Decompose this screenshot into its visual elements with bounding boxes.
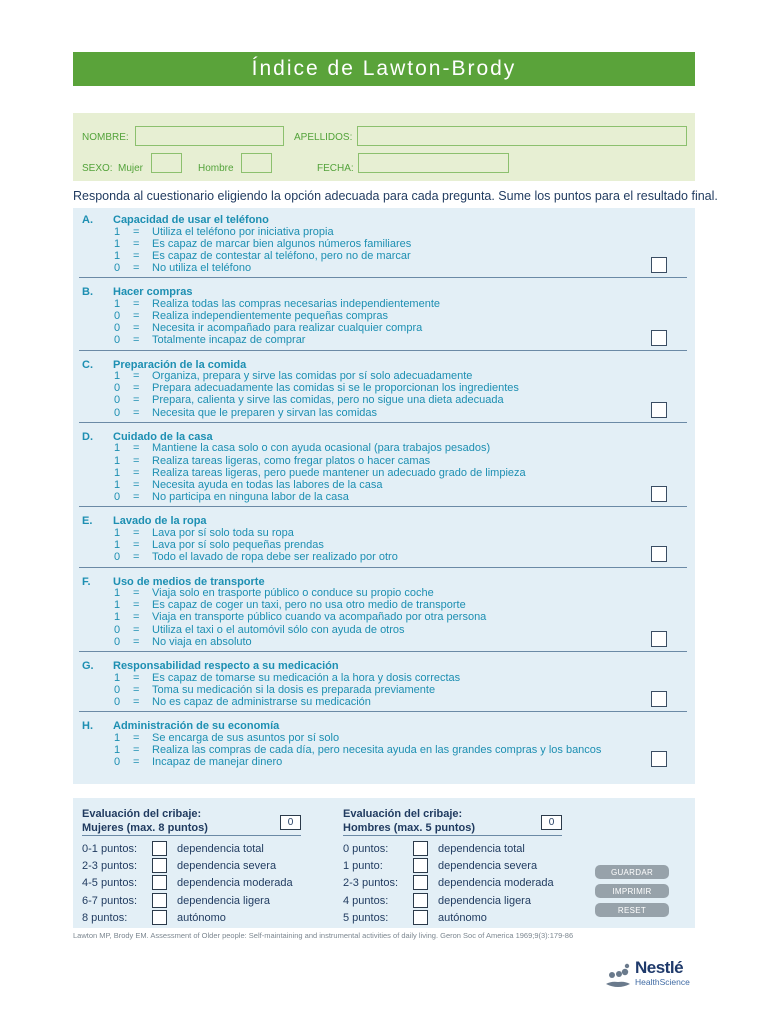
eval-result-checkbox[interactable] <box>152 893 167 908</box>
section-e <box>73 515 687 563</box>
option-equals: = <box>133 587 140 599</box>
section-letter: D. <box>82 430 93 443</box>
option-text: Necesita que le preparen y sirvan las comidas <box>152 406 378 419</box>
reset-button[interactable]: RESET <box>595 903 669 917</box>
eval-result-label: autónomo <box>177 911 226 924</box>
option-points: 1 <box>113 611 121 624</box>
option-points: 1 <box>113 297 121 310</box>
option-points: 1 <box>113 370 121 383</box>
section-h <box>73 720 687 768</box>
option-points: 0 <box>113 683 121 696</box>
option-text: No viaja en absoluto <box>152 635 252 648</box>
option-points: 1 <box>113 466 121 479</box>
eval-range-label: 8 puntos: <box>82 911 128 924</box>
eval-result-checkbox[interactable] <box>152 875 167 890</box>
section-letter: A. <box>82 214 93 226</box>
option-equals: = <box>133 297 140 310</box>
option-text: Viaja solo en trasporte público o conduce su propio coche <box>152 587 434 599</box>
section-d <box>73 431 687 504</box>
option-equals: = <box>133 262 140 275</box>
option-equals: = <box>133 249 140 262</box>
section-title: Capacidad de usar el teléfono <box>113 214 269 226</box>
eval-result-label: dependencia total <box>438 843 525 855</box>
apellidos-field[interactable] <box>357 126 687 146</box>
section-divider <box>79 651 687 652</box>
nombre-field[interactable] <box>135 126 284 146</box>
option-equals: = <box>133 635 140 648</box>
option-text: Necesita ir acompañado para realizar cualquier compra <box>152 322 423 335</box>
eval-result-label: dependencia severa <box>177 860 277 873</box>
eval-result-checkbox[interactable] <box>413 841 428 856</box>
option-text: Lava por sí solo toda su ropa <box>152 526 294 539</box>
option-text: Es capaz de marcar bien algunos números familiares <box>152 237 412 250</box>
section-letter: C. <box>82 358 93 371</box>
option-points: 1 <box>113 442 121 455</box>
section-letter: H. <box>82 720 93 733</box>
option-points: 1 <box>113 599 121 612</box>
option-equals: = <box>133 743 140 756</box>
option-text: Lava por sí solo pequeñas prendas <box>152 539 324 552</box>
option-points: 0 <box>113 394 121 407</box>
form-title: Índice de Lawton-Brody <box>73 52 695 86</box>
option-points: 1 <box>113 587 121 599</box>
option-text: Se encarga de sus asuntos por sí solo <box>152 731 340 744</box>
option-points: 1 <box>113 731 121 744</box>
section-answer-box[interactable] <box>651 486 667 502</box>
section-divider <box>79 506 687 507</box>
nestle-logo <box>603 958 703 990</box>
option-equals: = <box>133 599 140 612</box>
eval-result-checkbox[interactable] <box>152 858 167 873</box>
eval-result-label: dependencia ligera <box>438 894 531 907</box>
section-letter: E. <box>82 515 93 528</box>
hombre-label: Hombre <box>198 163 234 174</box>
option-text: Mantiene la casa solo o con ayuda ocasional (para trabajos pesados) <box>152 442 491 455</box>
eval-result-checkbox[interactable] <box>413 910 428 925</box>
section-divider <box>79 711 687 712</box>
nest-bird-icon <box>603 962 633 988</box>
option-equals: = <box>133 466 140 479</box>
patient-info-panel <box>73 113 695 181</box>
eval-result-checkbox[interactable] <box>152 910 167 925</box>
women-score-box: 0 <box>280 815 301 830</box>
men-eval-subtitle: Hombres (max. 5 puntos) <box>343 822 476 834</box>
section-divider <box>79 567 687 568</box>
evaluation-panel <box>73 798 695 928</box>
men-divider <box>343 835 562 836</box>
option-points: 1 <box>113 526 121 539</box>
option-text: Toma su medicación si la dosis es preparada previamente <box>152 683 436 696</box>
eval-range-label: 2-3 puntos: <box>82 860 138 873</box>
option-points: 1 <box>113 478 121 491</box>
section-title: Lavado de la ropa <box>113 515 207 528</box>
option-text: Realiza las compras de cada día, pero necesita ayuda en las grandes compras y los bancos <box>152 743 602 756</box>
apellidos-label: APELLIDOS: <box>294 132 353 143</box>
questionnaire-panel <box>73 208 695 784</box>
eval-range-label: 6-7 puntos: <box>82 894 138 907</box>
option-points: 0 <box>113 322 121 335</box>
eval-range-label: 0-1 puntos: <box>82 843 138 855</box>
option-equals: = <box>133 491 140 504</box>
section-answer-box[interactable] <box>651 402 667 418</box>
mujer-checkbox[interactable] <box>151 153 182 173</box>
option-points: 1 <box>113 249 121 262</box>
eval-range-label: 5 puntos: <box>343 911 389 924</box>
imprimir-button[interactable]: IMPRIMIR <box>595 884 669 898</box>
section-answer-box[interactable] <box>651 546 667 562</box>
option-text: Prepara, calienta y sirve las comidas, pero no sigue una dieta adecuada <box>152 394 504 407</box>
section-title: Preparación de la comida <box>113 358 247 371</box>
section-letter: F. <box>82 575 91 588</box>
eval-result-label: autónomo <box>438 911 487 924</box>
sexo-label: SEXO: <box>82 163 113 174</box>
section-answer-box[interactable] <box>651 257 667 273</box>
option-text: Realiza tareas ligeras, como fregar platos o hacer camas <box>152 454 431 467</box>
option-equals: = <box>133 478 140 491</box>
option-text: Incapaz de manejar dinero <box>152 755 283 768</box>
option-points: 1 <box>113 237 121 250</box>
option-points: 0 <box>113 334 121 347</box>
section-title: Administración de su economía <box>113 720 280 733</box>
option-text: No utiliza el teléfono <box>152 262 252 275</box>
instructions-text: Responda al cuestionario eligiendo la opción adecuada para cada pregunta. Sume los puntos para el resultado final. <box>73 189 718 203</box>
eval-range-label: 0 puntos: <box>343 843 389 855</box>
eval-result-checkbox[interactable] <box>413 858 428 873</box>
option-points: 1 <box>113 539 121 552</box>
option-text: Es capaz de contestar al teléfono, pero no de marcar <box>152 249 411 262</box>
option-text: Realiza independientemente pequeñas compras <box>152 309 389 322</box>
option-points: 1 <box>113 454 121 467</box>
option-points: 0 <box>113 695 121 708</box>
eval-result-label: dependencia total <box>177 843 264 855</box>
men-eval-title: Evaluación del cribaje: <box>343 808 463 820</box>
option-equals: = <box>133 695 140 708</box>
women-eval-title: Evaluación del cribaje: <box>82 808 202 820</box>
option-equals: = <box>133 551 140 564</box>
section-g <box>73 660 687 708</box>
section-f <box>73 576 687 649</box>
option-equals: = <box>133 539 140 552</box>
eval-range-label: 4 puntos: <box>343 894 389 907</box>
option-points: 0 <box>113 755 121 768</box>
option-equals: = <box>133 309 140 322</box>
option-text: Necesita ayuda en todas las labores de la casa <box>152 478 383 491</box>
citation-text: Lawton MP, Brody EM. Assessment of Older people: Self-maintaining and instrumental activities of daily living. Geron Soc of America 1969;9(3):179-86 <box>73 931 574 940</box>
eval-result-label: dependencia severa <box>438 860 538 873</box>
option-equals: = <box>133 322 140 335</box>
option-text: Organiza, prepara y sirve las comidas por sí solo adecuadamente <box>152 370 473 383</box>
option-points: 1 <box>113 225 121 238</box>
option-text: Totalmente incapaz de comprar <box>152 334 306 347</box>
section-title: Hacer compras <box>113 286 193 299</box>
section-title: Cuidado de la casa <box>113 430 213 443</box>
eval-result-checkbox[interactable] <box>152 841 167 856</box>
eval-range-label: 2-3 puntos: <box>343 877 399 890</box>
option-text: Prepara adecuadamente las comidas si se le proporcionan los ingredientes <box>152 382 519 395</box>
eval-result-checkbox[interactable] <box>413 875 428 890</box>
option-text: Utiliza el taxi o el automóvil sólo con ayuda de otros <box>152 623 405 636</box>
eval-range-label: 1 punto: <box>343 860 383 873</box>
option-equals: = <box>133 406 140 419</box>
mujer-label: Mujer <box>118 163 144 174</box>
option-equals: = <box>133 755 140 768</box>
option-text: No es capaz de administrarse su medicación <box>152 695 371 708</box>
men-eval-heading <box>343 807 475 835</box>
option-equals: = <box>133 237 140 250</box>
option-points: 0 <box>113 406 121 419</box>
option-points: 0 <box>113 635 121 648</box>
section-title: Responsabilidad respecto a su medicación <box>113 660 339 672</box>
option-equals: = <box>133 623 140 636</box>
option-points: 0 <box>113 309 121 322</box>
option-text: Es capaz de coger un taxi, pero no usa otro medio de transporte <box>152 599 466 612</box>
section-answer-box[interactable] <box>651 751 667 767</box>
option-points: 0 <box>113 551 121 564</box>
option-equals: = <box>133 731 140 744</box>
section-a <box>73 214 687 274</box>
option-equals: = <box>133 683 140 696</box>
option-equals: = <box>133 526 140 539</box>
option-points: 0 <box>113 382 121 395</box>
section-title: Uso de medios de transporte <box>113 575 265 588</box>
section-divider <box>79 277 687 278</box>
option-equals: = <box>133 442 140 455</box>
fecha-label: FECHA: <box>317 163 354 174</box>
men-score-box: 0 <box>541 815 562 830</box>
section-letter: B. <box>82 286 93 299</box>
section-letter: G. <box>82 660 94 672</box>
hombre-checkbox[interactable] <box>241 153 272 173</box>
section-answer-box[interactable] <box>651 691 667 707</box>
option-points: 0 <box>113 262 121 275</box>
eval-range-label: 4-5 puntos: <box>82 877 138 890</box>
option-points: 0 <box>113 623 121 636</box>
option-points: 1 <box>113 671 121 684</box>
option-equals: = <box>133 225 140 238</box>
option-equals: = <box>133 370 140 383</box>
option-equals: = <box>133 611 140 624</box>
section-b <box>73 286 687 346</box>
option-text: Todo el lavado de ropa debe ser realizado por otro <box>152 551 398 564</box>
option-text: Es capaz de tomarse su medicación a la hora y dosis correctas <box>152 671 461 684</box>
section-divider <box>79 350 687 351</box>
eval-result-label: dependencia moderada <box>438 877 554 890</box>
option-text: Realiza todas las compras necesarias independientemente <box>152 297 441 310</box>
option-equals: = <box>133 334 140 347</box>
eval-result-checkbox[interactable] <box>413 893 428 908</box>
option-text: Utiliza el teléfono por iniciativa propia <box>152 225 334 238</box>
option-equals: = <box>133 394 140 407</box>
option-equals: = <box>133 454 140 467</box>
logo-brand-sub: HealthScience <box>635 977 690 987</box>
nombre-label: NOMBRE: <box>82 132 129 143</box>
option-text: Viaja en transporte público cuando va acompañado por otra persona <box>152 611 487 624</box>
eval-result-label: dependencia moderada <box>177 877 293 890</box>
option-equals: = <box>133 382 140 395</box>
women-divider <box>82 835 301 836</box>
option-text: No participa en ninguna labor de la casa <box>152 491 349 504</box>
section-answer-box[interactable] <box>651 631 667 647</box>
section-c <box>73 359 687 419</box>
fecha-field[interactable] <box>358 153 509 173</box>
section-answer-box[interactable] <box>651 330 667 346</box>
eval-result-label: dependencia ligera <box>177 894 270 907</box>
section-divider <box>79 422 687 423</box>
option-points: 0 <box>113 491 121 504</box>
women-eval-subtitle: Mujeres (max. 8 puntos) <box>82 822 208 834</box>
logo-brand-name: Nestlé <box>635 958 684 977</box>
option-text: Realiza tareas ligeras, pero puede mantener un adecuado grado de limpieza <box>152 466 526 479</box>
women-eval-heading <box>82 807 208 835</box>
option-equals: = <box>133 671 140 684</box>
option-points: 1 <box>113 743 121 756</box>
guardar-button[interactable]: GUARDAR <box>595 865 669 879</box>
